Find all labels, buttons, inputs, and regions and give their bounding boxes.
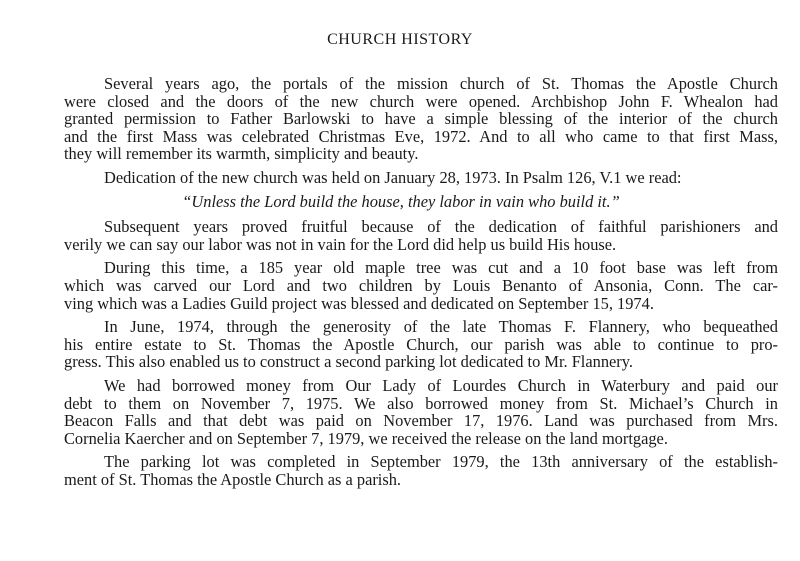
- text-line: Dedication of the new church was held on January 28, 1973. In Psalm 126, V.1 we read:: [104, 167, 682, 187]
- paragraph-flannery: [24, 318, 778, 371]
- psalm-quote: “Unless the Lord build the house, they labor in vain who build it.”: [182, 191, 620, 211]
- text-line: his entire estate to St. Thomas the Apostle Church, our parish was able to continue to pro-: [64, 334, 778, 354]
- text-line: In June, 1974, through the generosity of the late Thomas F. Flannery, who bequeathed: [104, 317, 778, 337]
- paragraph-borrowed-money: [24, 377, 778, 447]
- text-line: were closed and the doors of the new church were opened. Archbishop John F. Whealon had: [64, 91, 778, 111]
- text-line: ment of St. Thomas the Apostle Church as a parish.: [64, 469, 402, 489]
- text-line: verily we can say our labor was not in vain for the Lord did help us build His house.: [64, 234, 617, 254]
- document-body: [24, 75, 778, 494]
- paragraph-mission-church: [24, 75, 778, 163]
- text-line: debt to them on November 7, 1975. We also borrowed money from St. Michael’s Church in: [64, 393, 778, 413]
- text-line: Subsequent years proved fruitful because of the dedication of faithful parishioners and: [104, 217, 778, 237]
- text-line: which was carved our Lord and two children by Louis Benanto of Ansonia, Conn. The car-: [64, 275, 778, 295]
- paragraph-subsequent-years: [24, 218, 778, 253]
- paragraph-dedication: [24, 169, 778, 187]
- text-line: ving which was a Ladies Guild project was blessed and dedicated on September 15, 1974.: [64, 293, 654, 313]
- text-line: Cornelia Kaercher and on September 7, 1979, we received the release on the land mortgage.: [64, 428, 668, 448]
- text-line: During this time, a 185 year old maple tree was cut and a 10 foot base was left from: [104, 258, 778, 278]
- text-line: and the first Mass was celebrated Christmas Eve, 1972. And to all who came to that first Mass,: [64, 126, 778, 146]
- paragraph-maple-tree: [24, 259, 778, 312]
- text-line: We had borrowed money from Our Lady of Lourdes Church in Waterbury and paid our: [104, 375, 778, 395]
- page-title: CHURCH HISTORY: [327, 31, 473, 48]
- text-line: they will remember its warmth, simplicity and beauty.: [64, 144, 419, 164]
- text-line: gress. This also enabled us to construct a second parking lot dedicated to Mr. Flannery.: [64, 352, 633, 372]
- text-line: The parking lot was completed in September 1979, the 13th anniversary of the establish-: [104, 452, 778, 472]
- text-line: Beacon Falls and that debt was paid on November 17, 1976. Land was purchased from Mrs.: [64, 411, 778, 431]
- paragraph-parking-lot: [24, 453, 778, 488]
- text-line: Several years ago, the portals of the mission church of St. Thomas the Apostle Church: [104, 74, 778, 93]
- text-line: granted permission to Father Barlowski to have a simple blessing of the interior of the church: [64, 109, 778, 129]
